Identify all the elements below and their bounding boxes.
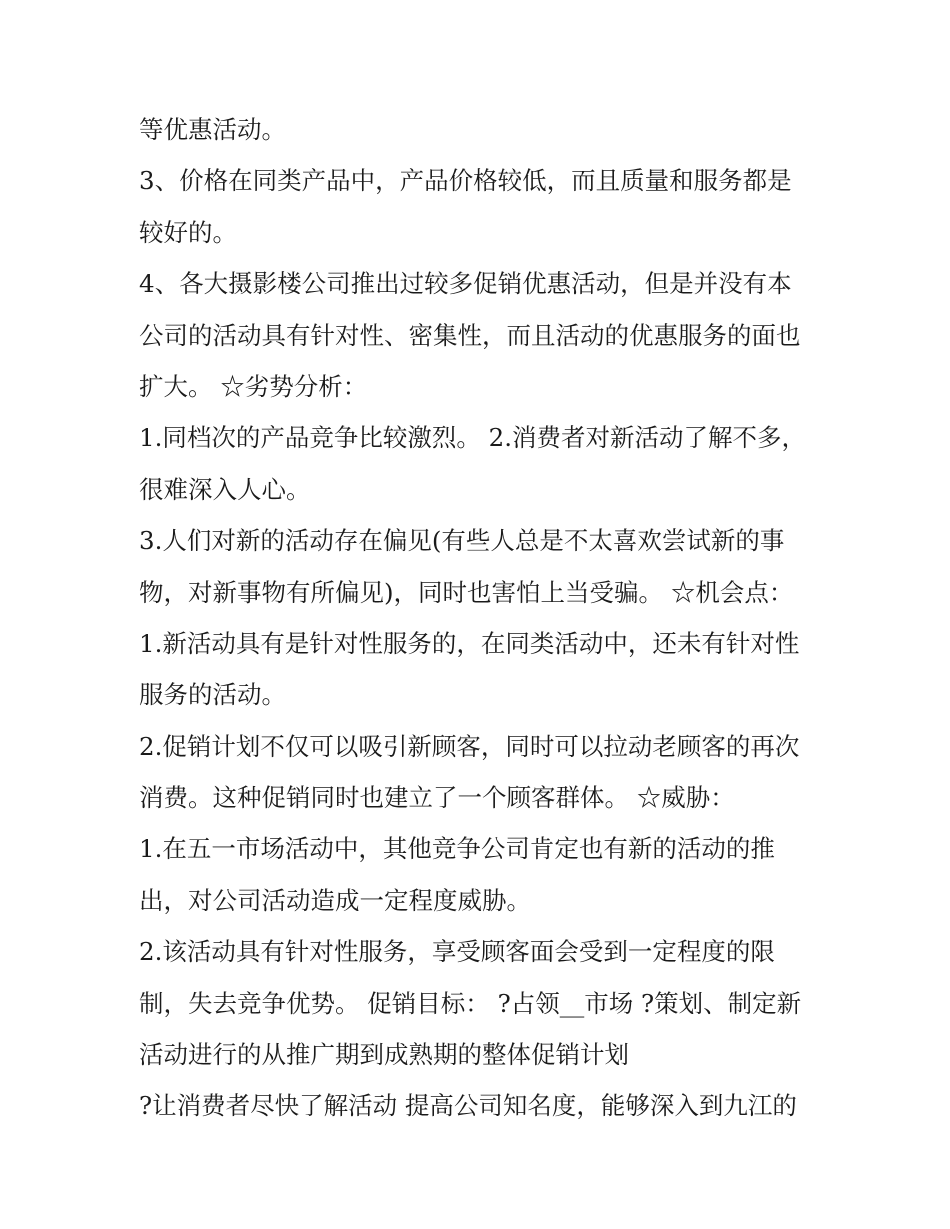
- text-line: 很难深入人心。: [139, 474, 311, 504]
- text-line: 扩大。 ☆劣势分析：: [139, 371, 368, 401]
- text-line: 1.在五一市场活动中，其他竞争公司肯定也有新的活动的推: [139, 834, 775, 864]
- text-line: 活动进行的从推广期到成熟期的整体促销计划: [139, 1040, 629, 1070]
- text-line: 3、价格在同类产品中，产品价格较低，而且质量和服务都是: [139, 166, 792, 196]
- text-line: 等优惠活动。: [139, 115, 286, 144]
- text-line: 1.同档次的产品竞争比较激烈。 2.消费者对新活动了解不多，: [139, 423, 807, 453]
- text-line: 出，对公司活动造成一定程度威胁。: [139, 885, 531, 915]
- text-line: 较好的。: [139, 217, 237, 247]
- text-line: 消费。这种促销同时也建立了一个顾客群体。 ☆威胁：: [139, 783, 735, 813]
- text-line: 2.促销计划不仅可以吸引新顾客，同时可以拉动老顾客的再次: [139, 731, 800, 761]
- text-line: ?让消费者尽快了解活动 提高公司知名度，能够深入到九江的: [139, 1091, 797, 1121]
- text-line: 2.该活动具有针对性服务，享受顾客面会受到一定程度的限: [139, 937, 775, 967]
- text-line: 物，对新事物有所偏见)，同时也害怕上当受骗。 ☆机会点：: [139, 577, 794, 607]
- text-line: 公司的活动具有针对性、密集性，而且活动的优惠服务的面也: [139, 320, 801, 350]
- text-line: 4、各大摄影楼公司推出过较多促销优惠活动，但是并没有本: [139, 269, 792, 299]
- text-line: 服务的活动。: [139, 680, 286, 710]
- text-line: 1.新活动具有是针对性服务的，在同类活动中，还未有针对性: [139, 628, 800, 658]
- text-line: 制，失去竞争优势。 促销目标： ?占领__市场 ?策划、制定新: [139, 988, 802, 1018]
- body-text: [139, 104, 839, 1132]
- text-line: 3.人们对新的活动存在偏见(有些人总是不太喜欢尝试新的事: [139, 526, 785, 556]
